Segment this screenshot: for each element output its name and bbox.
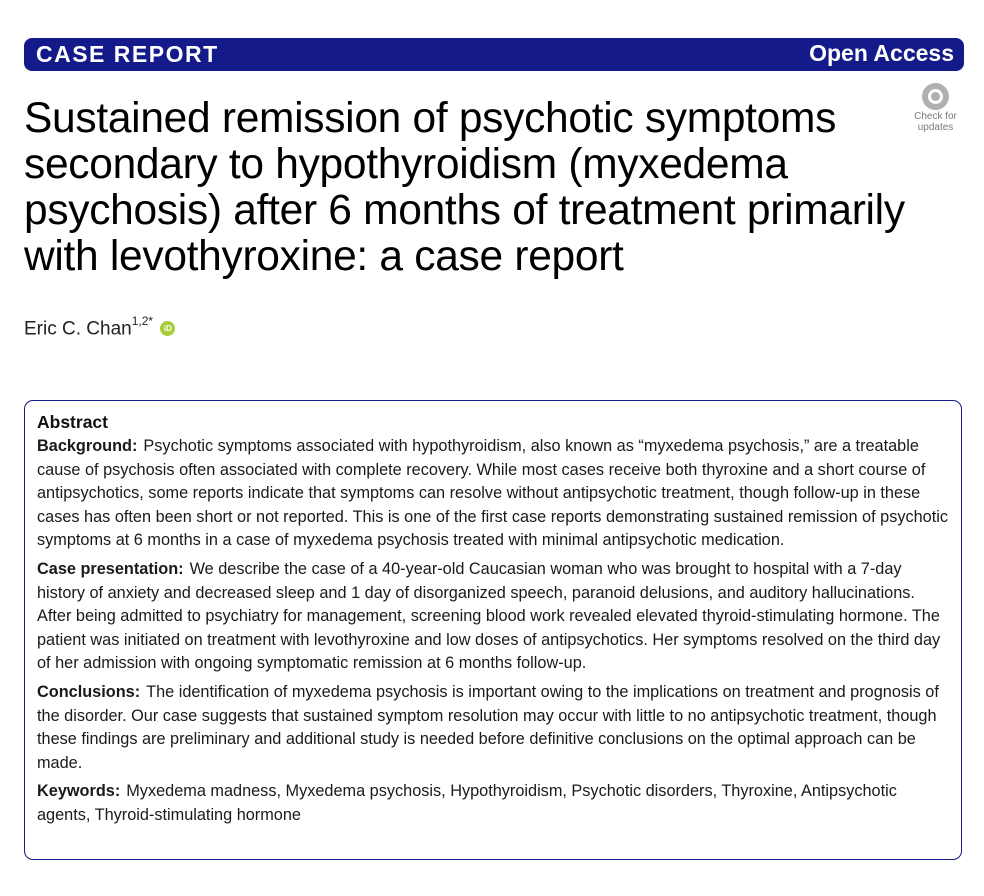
article-type-banner — [24, 38, 964, 71]
section-label: Keywords: — [37, 782, 121, 801]
author-affiliation: 1,2* — [131, 314, 154, 328]
abstract-case-presentation — [37, 558, 949, 676]
abstract-background — [37, 435, 949, 553]
author-line — [24, 316, 175, 340]
orcid-icon[interactable]: iD — [160, 321, 175, 336]
author-name[interactable]: Eric C. Chan — [24, 318, 132, 340]
article-title: Sustained remission of psychotic symptoms secondary to hypothyroidism (myxedema psychosis) after 6 months of treatment primarily with levothyroxine: a case report — [24, 95, 905, 280]
abstract-conclusions — [37, 681, 949, 775]
open-access-label[interactable]: Open Access — [809, 40, 954, 66]
check-for-updates-label: Check for updates — [914, 111, 957, 133]
section-text: Psychotic symptoms associated with hypothyroidism, also known as “myxedema psychosis,” are a treatable cause of psychosis often associated with complete recovery. While most cases receive both thyroxine and a short course of antipsychotics, some reports indicate that symptoms can resolve without antipsychotic treatment, though follow-up in these cases has often been short or not reported. This is one of the first case reports demonstrating sustained remission of psychotic symptoms at 6 months in a case of myxedema psychosis treated with minimal antipsychotic medication. — [37, 437, 949, 550]
section-label: Case presentation: — [37, 559, 184, 578]
abstract-box — [24, 400, 962, 860]
article-type-label: CASE REPORT — [36, 41, 219, 67]
section-text: The identification of myxedema psychosis is important owing to the implications on treatment and prognosis of the disorder. Our case suggests that sustained symptom resolution may occur with little to no antipsychotic treatment, though these findings are preliminary and additional study is needed before definitive conclusions on the optimal approach can be made. — [37, 682, 939, 772]
section-label: Conclusions: — [37, 682, 141, 701]
section-label: Background: — [37, 437, 138, 455]
abstract-keywords — [37, 780, 949, 827]
section-text: We describe the case of a 40-year-old Caucasian woman who was brought to hospital with a 7-day history of anxiety and decreased sleep and 1 day of disorganized speech, paranoid delusions, and auditory hallucinations. After being admitted to psychiatry for management, screening blood work revealed elevated thyroid-stimulating hormone. The patient was initiated on treatment with levothyroxine and low doses of antipsychotics. Her symptoms resolved on the third day of her admission with ongoing symptomatic remission at 6 months follow-up. — [37, 559, 941, 673]
abstract-heading: Abstract — [37, 412, 108, 432]
section-text: Myxedema madness, Myxedema psychosis, Hypothyroidism, Psychotic disorders, Thyroxine, Antipsychotic agents, Thyroid-stimulating hormone — [37, 782, 897, 824]
